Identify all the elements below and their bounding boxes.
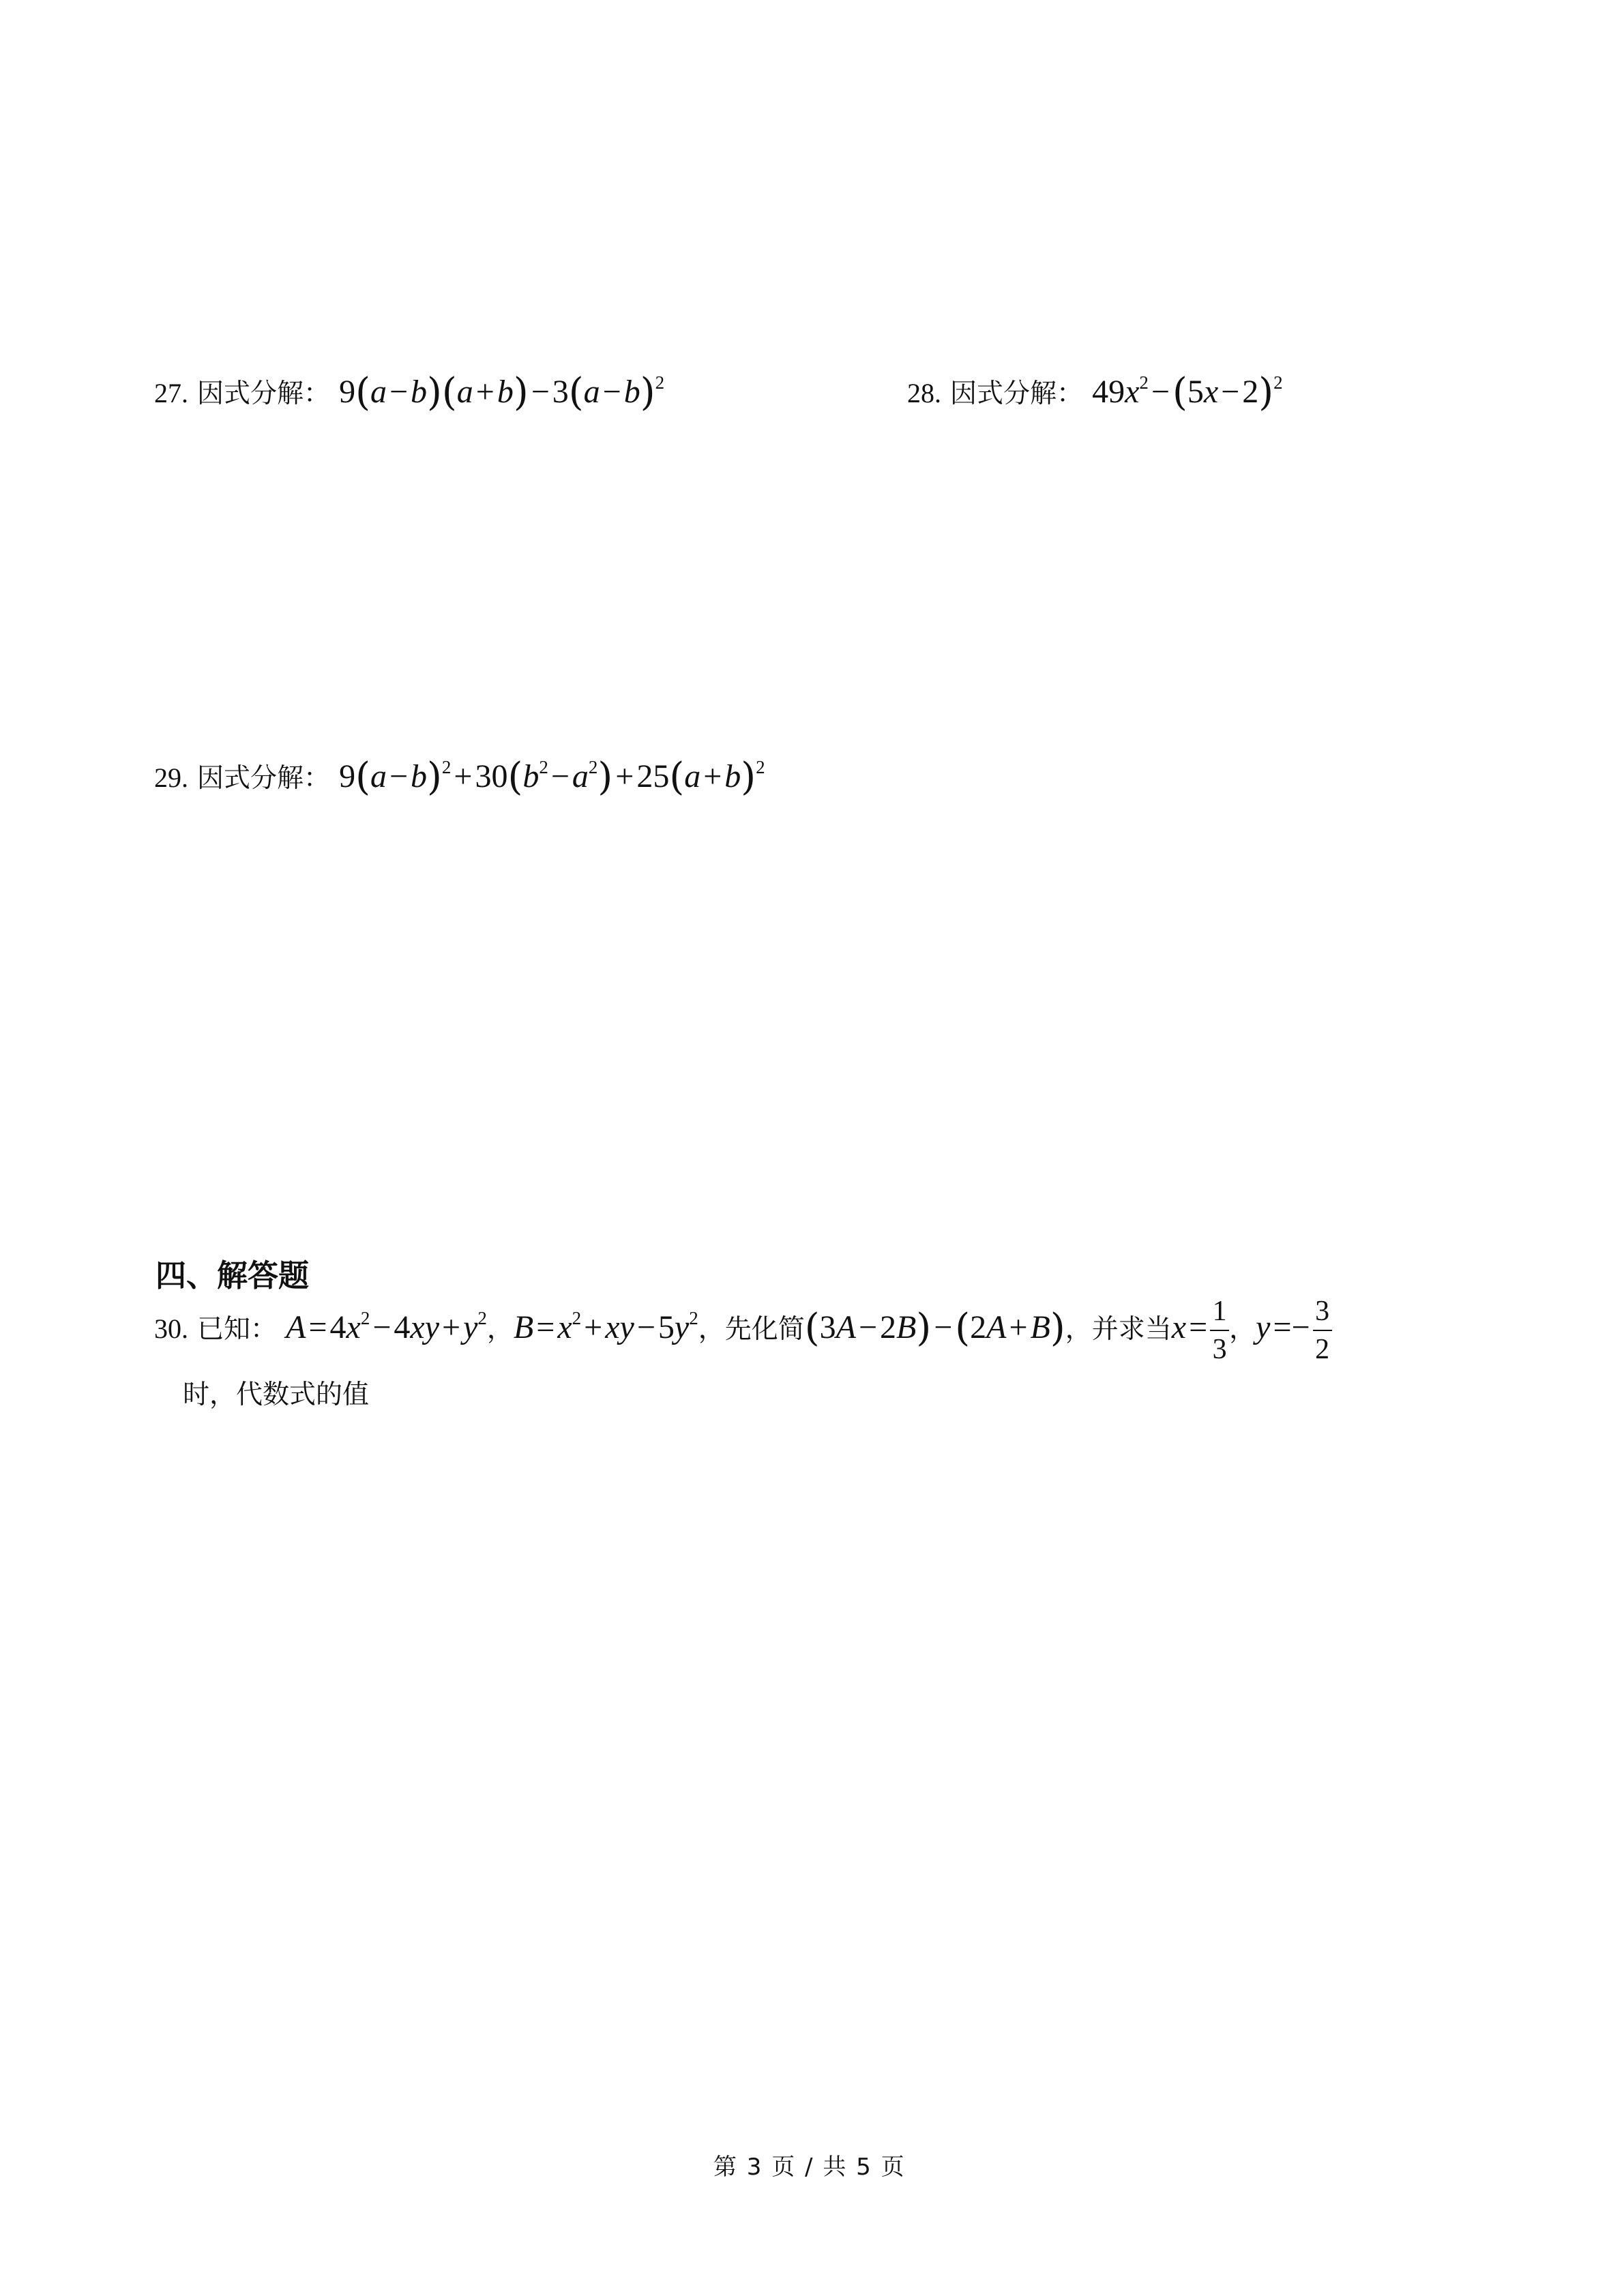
- question-instruction: 先化简: [724, 1314, 805, 1345]
- question-prompt: 因式分解：: [197, 378, 331, 409]
- math-expression: $9(a-b)(a+b)-3(a-b)^2$: [339, 370, 665, 415]
- question-prompt: 已知：: [197, 1314, 278, 1345]
- question-30: 30. 已知： $A=4x^2-4xy+y^2$，$B=x^2+xy-5y^2$，先化简(3A−2B)−(2A+B)，并求当x= $\frac{1}{3}$ ，y=− $\frac{3}{2}$: [154, 1297, 1332, 1364]
- question-number: 27.: [154, 378, 188, 408]
- question-28: [907, 370, 1283, 415]
- math-value-y: y=− $\frac{3}{2}$: [1256, 1309, 1331, 1345]
- section-title: 四、解答题: [156, 1257, 310, 1294]
- question-prompt: 因式分解：: [950, 378, 1084, 409]
- question-prompt: 因式分解：: [197, 763, 331, 794]
- question-29: [154, 755, 765, 799]
- math-expression-a: $A=4x^2-4xy+y^2$: [286, 1308, 487, 1346]
- question-number: 30.: [154, 1313, 188, 1345]
- math-value-x: x= $\frac{1}{3}$: [1172, 1309, 1229, 1345]
- math-expression-simplify: (3A−2B)−(2A+B): [804, 1306, 1065, 1351]
- math-expression: $9(a-b)^2+30(b^2-a^2)+25(a+b)^2$: [339, 755, 765, 799]
- question-27: [154, 370, 665, 415]
- question-30-line2: 时，代数式的值: [183, 1380, 370, 1410]
- question-number: 29.: [154, 762, 188, 793]
- question-number: 28.: [907, 378, 941, 408]
- question-instruction-tail: 并求当: [1091, 1314, 1172, 1345]
- math-expression: $49x^2-(5x-2)^2$: [1092, 370, 1283, 415]
- math-expression-b: $B=x^2+xy-5y^2$: [513, 1308, 698, 1346]
- page-footer: 第 3 页 / 共 5 页: [713, 2153, 906, 2181]
